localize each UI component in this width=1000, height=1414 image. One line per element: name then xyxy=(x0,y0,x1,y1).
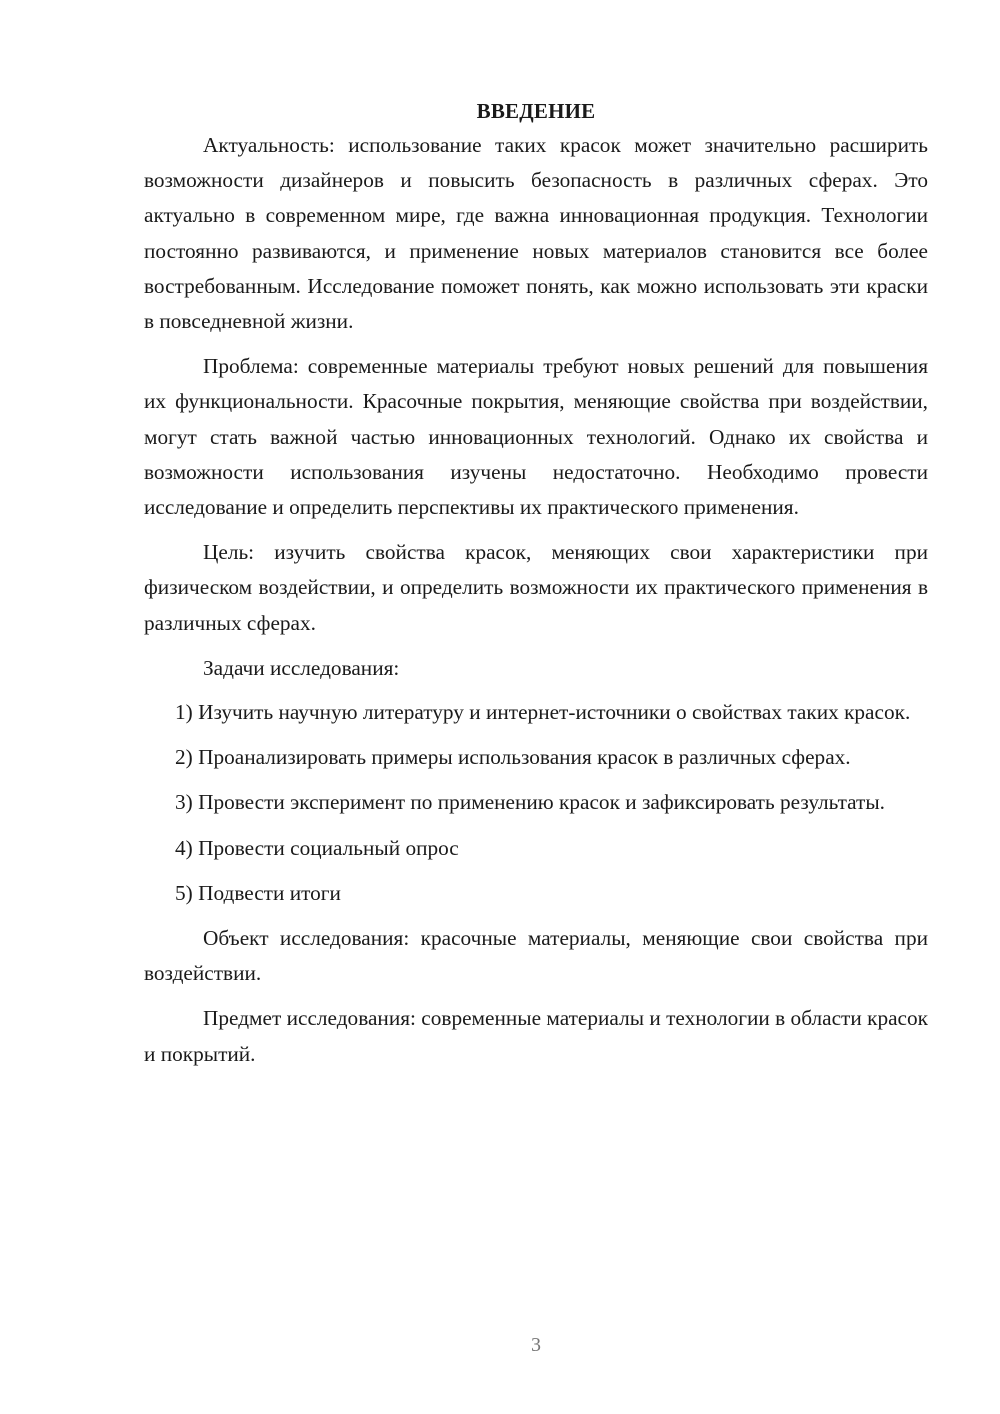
problem-paragraph: Проблема: современные материалы требуют новых решений для повышения их функциональности. Красочные покрытия, меняющие свойства при воздействии, могут стать важной частью инновационных технологий. Однако их свойства и возможности использования изучены недостаточно. Необходимо провести исследование и определить перспективы их практического применения. xyxy=(144,354,928,520)
task-item-3: 3) Провести эксперимент по применению красок и зафиксировать результаты. xyxy=(175,790,885,815)
task-item-2: 2) Проанализировать примеры использования красок в различных сферах. xyxy=(175,745,851,770)
task-item-1: 1) Изучить научную литературу и интернет-источники о свойствах таких красок. xyxy=(175,700,911,725)
tasks-title: Задачи исследования: xyxy=(203,655,400,680)
goal-paragraph: Цель: изучить свойства красок, меняющих свои характеристики при физическом воздействии, и определить возможности их практического применения в различных сферах. xyxy=(144,540,928,635)
section-heading: ВВЕДЕНИЕ xyxy=(476,99,596,123)
subject-paragraph: Предмет исследования: современные материалы и технологии в области красок и покрытий. xyxy=(144,1006,928,1066)
object-paragraph: Объект исследования: красочные материалы, меняющие свои свойства при воздействии. xyxy=(144,926,928,986)
task-item-4: 4) Провести социальный опрос xyxy=(175,835,459,860)
relevance-paragraph: Актуальность: использование таких красок может значительно расширить возможности дизайнеров и повысить безопасность в различных сферах. Это актуально в современном мире, где важна инновационная продукция. Технологии постоянно развиваются, и применение новых материалов становится все более востребованным. Исследование поможет понять, как можно использовать эти краски в повседневной жизни. xyxy=(144,133,928,334)
document-page xyxy=(144,94,928,1082)
task-item-5: 5) Подвести итоги xyxy=(175,880,341,905)
page-number: 3 xyxy=(531,1334,541,1356)
